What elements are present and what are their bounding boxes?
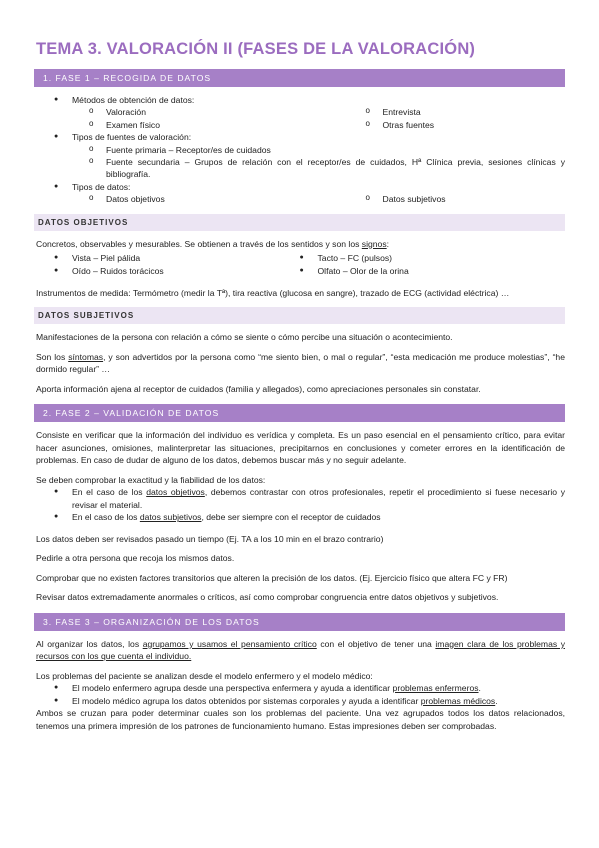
list-item: ● El modelo enfermero agrupa desde una perspectiva enfermera y ayuda a identificar problemas enfermeros. [34,682,565,694]
metodos-columns [72,106,565,131]
phase2-p2: Se deben comprobar la exactitud y la fiabilidad de los datos: [36,474,266,485]
phase3-p1: Al organizar los datos, los agrupamos y usamos el pensamiento crítico con el objetivo de tener una imagen clara de los problemas y recursos con los que cuenta el individuo. [36,638,566,662]
list-item: o Datos objetivos [34,193,319,205]
list-item: ● Olfato – Olor de la orina [280,265,566,277]
list-item [34,181,565,206]
objetivos-columns [34,252,565,277]
list-item: o Fuente primaria – Receptor/es de cuidados [34,144,565,156]
phase2-p1: Consiste en verificar que la información del individuo es verídica y completa. Es un paso esencial en el pensamiento crítico, para evitar hacer asunciones, omisiones, malinterpretar las situaciones, precipitarnos en conclusiones y cometer errores en la identificación de problemas. En caso de dudar de alguno de los datos, debemos buscar más y no seguir adelante. [36,430,565,466]
phase2-p4: Pedirle a otra persona que recoja los mismos datos. [36,553,235,564]
phase2-p3: Los datos deben ser revisados pasado un tiempo (Ej. TA a los 10 min en el brazo contrario) [36,533,384,544]
tipos-fuentes-label: Tipos de fuentes de valoración: [72,132,192,143]
phase3-header: 3. FASE 3 – ORGANIZACIÓN DE LOS DATOS [34,613,565,631]
list-item [34,131,565,181]
subjetivos-p1: Manifestaciones de la persona con relación a cómo se siente o cómo percibe una situación o acontecimiento. [36,332,453,343]
subjetivos-p3: Aporta información ajena al receptor de cuidados (familia y allegados), como apreciaciones personales sin constatar. [36,383,481,394]
list-item: o Examen físico [34,119,319,131]
list-item: o Fuente secundaria – Grupos de relación con el receptor/es de cuidados, Hª Clínica previa, sesiones clínicas y bibliografía. [34,156,565,181]
list-item: ● Tacto – FC (pulsos) [280,252,566,264]
list-item [34,94,565,131]
phase3-list [34,682,565,707]
phase1-header: 1. FASE 1 – RECOGIDA DE DATOS [34,69,565,87]
page-title: TEMA 3. VALORACIÓN II (FASES DE LA VALORACIÓN) [36,40,476,58]
list-item: ● En el caso de los datos objetivos, debemos contrastar con otros profesionales, repetir el procedimiento si fuese necesario y revisar el material. [34,486,565,511]
list-item: o Entrevista [311,106,566,118]
list-item: o Valoración [34,106,319,118]
list-item: o Otras fuentes [311,119,566,131]
list-item: ● Vista – Piel pálida [34,252,300,264]
objetivos-instrumentos: Instrumentos de medida: Termómetro (medir la Tª), tira reactiva (glucosa en sangre), trazado de ECG (actividad eléctrica) … [36,287,510,298]
tipos-datos-label: Tipos de datos: [72,181,131,192]
subjetivos-p2: Son los síntomas, y son advertidos por la persona como “me siento bien, o mal o regular”, “esta medicación me produce molestias”, “he dormido regular” … [36,351,565,375]
phase2-header: 2. FASE 2 – VALIDACIÓN DE DATOS [34,404,565,422]
list-item: o Datos subjetivos [311,193,566,205]
objetivos-header: DATOS OBJETIVOS [34,214,565,231]
list-item: ● El modelo médico agrupa los datos obtenidos por sistemas corporales y ayuda a identificar problemas médicos. [34,695,565,707]
metodos-label: Métodos de obtención de datos: [72,95,195,105]
phase1-list [34,94,565,206]
subjetivos-header: DATOS SUBJETIVOS [34,307,565,324]
phase2-list [34,486,565,523]
phase2-p6: Revisar datos extremadamente anormales o críticos, así como comprobar congruencia entre datos objetivos y subjetivos. [36,592,499,603]
phase2-p5: Comprobar que no existen factores transitorios que alteren la precisión de los datos. (Ej. Ejercicio físico que altera FC y FR) [36,572,508,583]
list-item: ● En el caso de los datos subjetivos, debe ser siempre con el receptor de cuidados [34,511,565,523]
phase3-p2: Los problemas del paciente se analizan desde el modelo enfermero y el modelo médico: [36,670,373,681]
list-item: ● Oído – Ruidos torácicos [34,265,300,277]
phase3-p3: Ambos se cruzan para poder determinar cuales son los problemas del paciente. Una vez agrupados todos los datos relacionados, tenemos una primera impresión de los patrones de funcionamiento humano. Estas impresiones deben ser comprobadas. [36,708,565,731]
objetivos-intro: Concretos, observables y mesurables. Se obtienen a través de los sentidos y son los signos: [36,238,390,249]
